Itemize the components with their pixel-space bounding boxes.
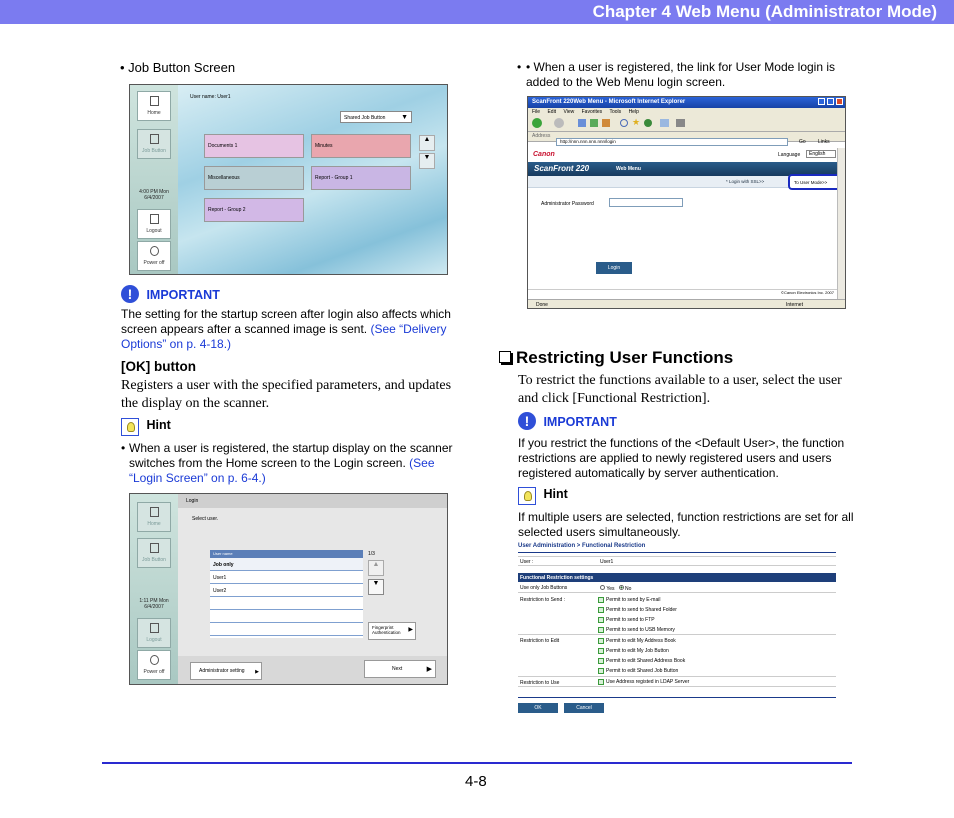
lightbulb-icon — [518, 487, 536, 505]
job-button-icon — [150, 134, 159, 144]
power-off-button[interactable] — [137, 241, 171, 271]
checkbox[interactable] — [598, 627, 604, 633]
home-icon — [150, 507, 159, 517]
send-items — [598, 595, 677, 635]
checkbox[interactable] — [598, 658, 604, 664]
edit-restriction-group — [518, 635, 836, 677]
ie-window-title: ScanFront 220Web Menu - Microsoft Internet Explorer — [532, 99, 686, 105]
edit-restriction-label: Restriction to Edit — [520, 638, 560, 644]
edit-item-label: Permit to edit Shared Job Button — [606, 668, 679, 674]
user-row[interactable]: User1 — [210, 571, 363, 584]
send-item-label: Permit to send to USB Memory — [606, 627, 675, 633]
important-label-2: IMPORTANT — [543, 415, 617, 429]
clock-date: 6/4/2007 — [144, 195, 164, 201]
use-only-row — [518, 583, 836, 593]
forward-icon[interactable] — [554, 118, 564, 128]
home-label-2: Home — [147, 521, 161, 527]
menu-tools[interactable]: Tools — [609, 109, 622, 115]
hint-text-1 — [121, 441, 459, 486]
address-label: Address — [532, 133, 551, 139]
power-off-label: Power off — [143, 260, 165, 266]
minimize-icon[interactable] — [818, 98, 825, 105]
play-icon: ▶ — [426, 666, 432, 673]
important-body-1: The setting for the startup screen after login also affects which screen appears after a scanned image is sent. — [121, 307, 451, 336]
logout-label-2: Logout — [146, 637, 162, 643]
section-title: Restricting User Functions — [516, 348, 734, 367]
hint-note-2 — [518, 487, 568, 510]
checkbox[interactable] — [598, 638, 604, 644]
close-icon[interactable] — [836, 98, 843, 105]
ie-menu-bar — [528, 108, 845, 116]
divider — [518, 697, 836, 698]
status-zone: Internet — [786, 302, 803, 308]
web-menu-label: Web Menu — [616, 166, 641, 172]
menu-help[interactable]: Help — [628, 109, 639, 115]
user-mode-link[interactable]: To User Mode>> — [788, 174, 845, 190]
edit-item-label: Permit to edit Shared Address Book — [606, 658, 686, 664]
refresh-icon[interactable] — [590, 119, 598, 127]
bullet-user-mode-link — [517, 60, 847, 90]
ie-status-bar — [528, 299, 845, 309]
play-icon: ▶ — [408, 627, 413, 633]
section-body: To restrict the functions available to a user, select the user and click [Functional Restriction]. — [518, 373, 842, 406]
user-list[interactable] — [210, 550, 363, 638]
use-item[interactable] — [598, 677, 689, 687]
product-name: ScanFront 220 — [534, 164, 590, 173]
clock-date-2: 6/4/2007 — [144, 604, 164, 610]
job-button-2[interactable]: Minutes — [311, 134, 411, 158]
job-button-3[interactable]: Miscellaneous — [204, 166, 304, 190]
footer-rule — [102, 762, 852, 764]
section-heading — [499, 348, 733, 368]
checkbox[interactable] — [598, 607, 604, 613]
delivery-options-link[interactable]: (See “Delivery Options” on p. 4-18.) — [121, 322, 447, 351]
status-done: Done — [536, 302, 548, 308]
scanner-sidebar-2 — [130, 494, 178, 684]
scroll-up-button-2[interactable]: ▲ — [368, 560, 384, 576]
select-user-label: Select user. — [192, 516, 219, 522]
dropdown-value: Shared Job Button — [344, 115, 386, 121]
web-menu-login-screenshot — [527, 96, 846, 309]
login-button[interactable]: Login — [596, 262, 632, 274]
send-item-label: Permit to send to FTP — [606, 617, 655, 623]
logout-button[interactable] — [137, 209, 171, 239]
edit-item[interactable] — [598, 646, 685, 656]
edit-item[interactable] — [598, 666, 685, 676]
ie-toolbar — [528, 116, 845, 132]
important-label: IMPORTANT — [146, 288, 220, 302]
use-restriction-group — [518, 677, 836, 687]
clock-time-2: 1:11 PM Mon — [139, 598, 169, 604]
user-row-empty — [210, 623, 363, 636]
user-row-empty — [210, 597, 363, 610]
next-label: Next — [392, 666, 403, 672]
send-item[interactable] — [598, 595, 677, 605]
use-item-label: Use Address registed in LDAP Server — [606, 679, 690, 685]
edit-item-label: Permit to edit My Address Book — [606, 638, 676, 644]
logout-icon — [150, 214, 159, 224]
edit-item[interactable] — [598, 656, 685, 666]
user-row — [518, 556, 836, 566]
scroll-up-button[interactable]: ▲ — [419, 135, 435, 151]
functional-restriction-screenshot — [518, 543, 836, 715]
lightbulb-icon — [121, 418, 139, 436]
ie-address-bar — [528, 132, 845, 145]
breadcrumb: User Administration > Functional Restriction — [518, 543, 646, 549]
canon-logo: Canon — [533, 151, 555, 158]
hint-label: Hint — [146, 418, 171, 432]
favorites-star-icon[interactable]: ★ — [632, 117, 641, 127]
power-icon — [150, 246, 159, 256]
url-field[interactable]: http://nnn.nnn.nnn.nnn/login — [556, 138, 788, 146]
important-text-1 — [121, 307, 456, 352]
send-restriction-group — [518, 594, 836, 635]
bullet-dot: • — [517, 60, 522, 74]
checkbox[interactable] — [598, 617, 604, 623]
admin-password-field[interactable] — [609, 198, 683, 207]
checkbox[interactable] — [598, 668, 604, 674]
job-button-button-2[interactable] — [137, 538, 171, 568]
stop-icon[interactable] — [578, 119, 586, 127]
user-mode-bullet-text: • When a user is registered, the link for User Mode login is added to the Web Menu login screen. — [526, 60, 835, 89]
job-button-1[interactable]: Documents 1 — [204, 134, 304, 158]
job-button-dropdown[interactable] — [340, 111, 412, 123]
important-note-2 — [518, 412, 617, 431]
send-item[interactable] — [598, 625, 677, 635]
login-screen-link[interactable]: (See “Login Screen” on p. 6-4.) — [129, 456, 435, 485]
divider — [518, 552, 836, 553]
edit-item-label: Permit to edit My Job Button — [606, 648, 669, 654]
power-icon — [150, 655, 159, 665]
print-icon[interactable] — [676, 119, 685, 127]
fingerprint-button[interactable] — [368, 622, 416, 640]
chevron-down-icon: ▼ — [401, 114, 408, 121]
logout-button-2[interactable] — [137, 618, 171, 648]
ie-title-bar — [528, 97, 845, 108]
menu-view[interactable]: View — [563, 109, 575, 115]
home-button-2[interactable] — [137, 502, 171, 532]
canon-header — [528, 148, 837, 162]
user-row[interactable]: Job only — [210, 558, 363, 571]
user-field-value: User1 — [600, 559, 614, 565]
login-links-bar — [528, 176, 837, 188]
important-note-1 — [121, 285, 220, 304]
job-button-4[interactable]: Report - Group 1 — [311, 166, 411, 190]
use-restriction-label: Restriction to Use — [520, 680, 560, 686]
user-row-empty — [210, 610, 363, 623]
clock-time: 4:00 PM Mon — [139, 189, 169, 195]
ok-button-description: Registers a user with the specified parameters, and updates the display on the scanner. — [121, 378, 452, 411]
send-item-label: Permit to send to Shared Folder — [606, 607, 677, 613]
edit-items — [598, 636, 685, 676]
important-text-2: If you restrict the functions of the <Default User>, the function restrictions are applied to newly registered users and users registered automatically by server authentication. — [518, 436, 845, 480]
search-icon[interactable] — [620, 119, 628, 127]
scanner-sidebar — [130, 85, 178, 274]
job-button-5[interactable]: Report - Group 2 — [204, 198, 304, 222]
ie-scrollbar[interactable] — [837, 148, 845, 300]
page-indicator: 1/3 — [368, 551, 375, 557]
ok-button-heading: [OK] button — [121, 359, 196, 374]
radio-yes-label: Yes — [606, 586, 615, 592]
ssl-login-link[interactable]: * Login with SSL>> — [726, 179, 765, 184]
use-only-label: Use only Job Buttons — [520, 585, 568, 591]
hint-note-1 — [121, 418, 171, 441]
exclamation-icon: ! — [518, 412, 536, 430]
send-item-label: Permit to send by E-mail — [606, 597, 661, 603]
copyright-text: ©Canon Electronics Inc. 2007 — [528, 289, 837, 297]
next-button[interactable] — [364, 660, 436, 678]
hint-label-2: Hint — [543, 487, 568, 501]
user-field-label: User : — [520, 559, 534, 565]
job-button-screenshot — [129, 84, 448, 275]
mail-icon[interactable] — [660, 119, 669, 127]
checkbox[interactable] — [598, 597, 604, 603]
admin-setting-label: Administrator setting — [199, 668, 245, 674]
language-label: Language — [778, 152, 801, 158]
chapter-title: Chapter 4 Web Menu (Administrator Mode) — [592, 2, 937, 21]
user-row[interactable]: User2 — [210, 584, 363, 597]
links-button[interactable]: Links — [818, 139, 830, 145]
send-item[interactable] — [598, 615, 677, 625]
menu-favorites[interactable]: Favorites — [581, 109, 603, 115]
scroll-down-button-2[interactable]: ▼ — [368, 579, 384, 595]
radio-no-label: No — [625, 586, 632, 592]
job-button-label-2: Job Button — [142, 557, 166, 563]
home-icon[interactable] — [602, 119, 610, 127]
admin-password-label: Administrator Password — [541, 201, 594, 207]
settings-title-bar: Functional Restriction settings — [518, 573, 836, 582]
fingerprint-label: Fingerprint Authentication — [372, 625, 401, 635]
user-list-header: User name — [210, 550, 363, 558]
job-button-button[interactable] — [137, 129, 171, 159]
logout-icon — [150, 623, 159, 633]
home-label: Home — [147, 110, 161, 116]
use-only-radios — [600, 585, 631, 592]
go-button[interactable]: Go — [799, 139, 806, 145]
chapter-header-bar — [0, 0, 954, 24]
bullet-job-button-screen: • Job Button Screen — [120, 60, 236, 75]
logout-label: Logout — [146, 228, 162, 234]
login-title-bar: Login — [178, 494, 447, 508]
home-button[interactable] — [137, 91, 171, 121]
menu-file[interactable]: File — [532, 109, 541, 115]
language-select[interactable]: English — [806, 150, 836, 158]
checkbox[interactable] — [598, 679, 604, 685]
cancel-button[interactable]: Cancel — [564, 703, 604, 713]
maximize-icon[interactable] — [827, 98, 834, 105]
radio-no[interactable] — [619, 585, 624, 590]
page-number: 4-8 — [465, 773, 487, 790]
administrator-setting-button[interactable] — [190, 662, 262, 680]
login-screenshot — [129, 493, 448, 685]
bullet-dot: • — [121, 441, 126, 455]
send-item[interactable] — [598, 605, 677, 615]
menu-edit[interactable]: Edit — [547, 109, 557, 115]
checkbox[interactable] — [598, 648, 604, 654]
play-icon: ▶ — [255, 669, 259, 675]
hint-body-1: When a user is registered, the startup display on the scanner switches from the Home screen to the Login screen. — [129, 441, 453, 470]
history-icon[interactable] — [644, 119, 652, 127]
exclamation-icon: ! — [121, 285, 139, 303]
radio-yes[interactable] — [600, 585, 605, 590]
home-icon — [150, 96, 159, 106]
back-icon[interactable] — [532, 118, 542, 128]
ok-button[interactable]: OK — [518, 703, 558, 713]
send-restriction-label: Restriction to Send : — [520, 597, 566, 603]
power-off-label-2: Power off — [143, 669, 165, 675]
scroll-down-button[interactable]: ▼ — [419, 153, 435, 169]
power-off-button-2[interactable] — [137, 650, 171, 680]
edit-item[interactable] — [598, 636, 685, 646]
job-button-icon — [150, 543, 159, 553]
job-button-label: Job Button — [142, 148, 166, 154]
user-name-label: User name: User1 — [190, 94, 231, 100]
checkbox-square-icon — [499, 351, 511, 363]
hint-text-2: If multiple users are selected, function restrictions are set for all selected users simultaneously. — [518, 510, 854, 539]
